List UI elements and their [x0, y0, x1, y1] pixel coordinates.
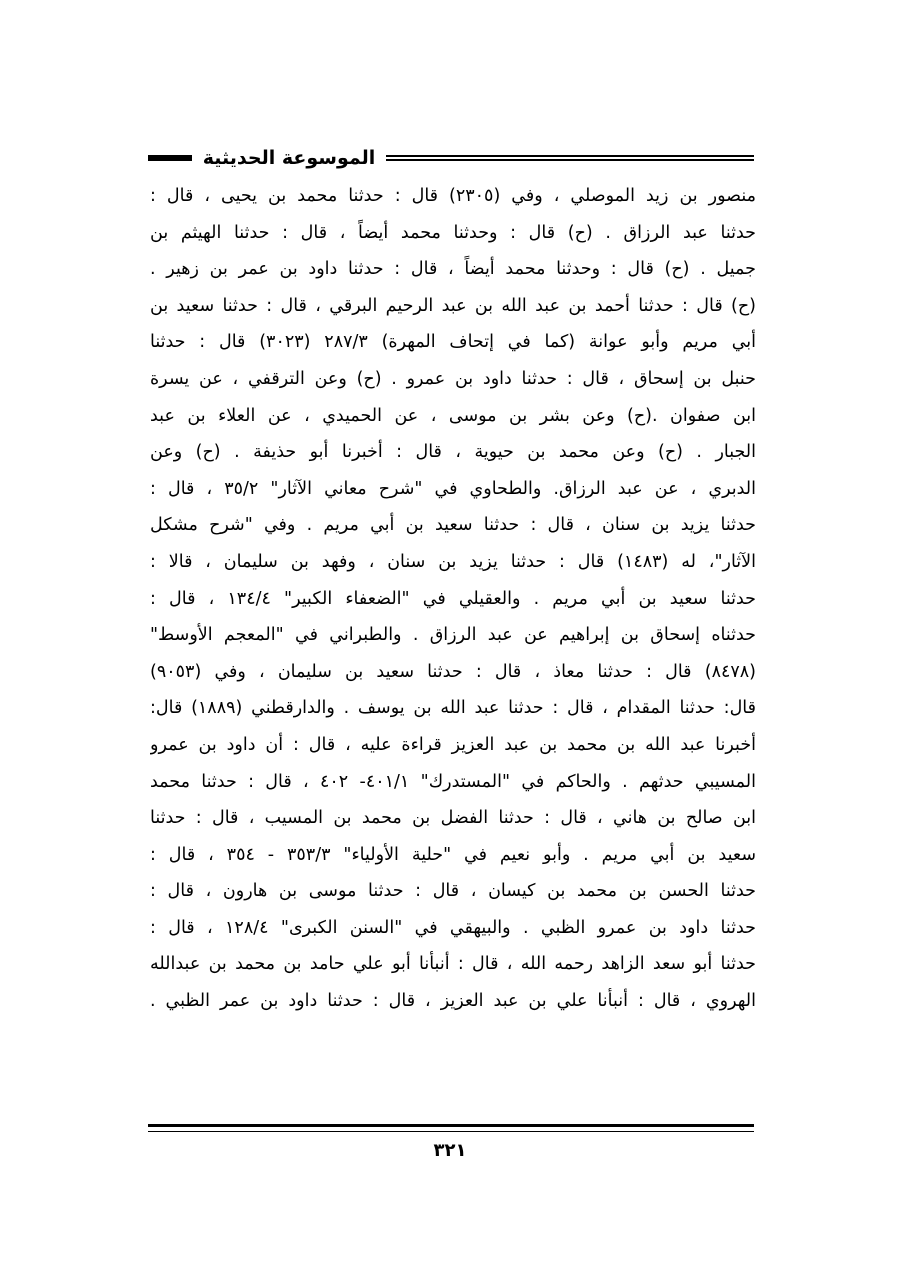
- text-line: أبي مريم وأبو عوانة (كما في إتحاف المهرة) ٢٨٧/٣ (٣٠٢٣) قال : حدثنا: [150, 332, 756, 353]
- page-title: الموسوعة الحديثية: [202, 147, 376, 169]
- text-line: ابن صفوان .(ح) وعن بشر بن موسى ، عن الحميدي ، عن العلاء بن عبد: [150, 405, 756, 426]
- text-line: الهروي ، قال : أنبأنا علي بن عبد العزيز ، قال : حدثنا داود بن عمر الظبي .: [150, 991, 756, 1012]
- text-line: حدثنا عبد الرزاق . (ح) قال : وحدثنا محمد أيضاً ، قال : حدثنا الهيثم بن: [150, 222, 756, 243]
- header-rule-left: [148, 155, 192, 161]
- text-line: حدثناه إسحاق بن إبراهيم عن عبد الرزاق . والطبراني في "المعجم الأوسط": [150, 625, 756, 646]
- text-line: (ح) قال : حدثنا أحمد بن عبد الله بن عبد الرحيم البرقي ، قال : حدثنا سعيد بن: [150, 295, 756, 316]
- text-line: قال: حدثنا المقدام ، قال : حدثنا عبد الله بن يوسف . والدارقطني (١٨٨٩) قال:: [150, 698, 756, 719]
- page-number: ٣٢١: [433, 1140, 467, 1161]
- text-line: حدثنا الحسن بن محمد بن كيسان ، قال : حدثنا موسى بن هارون ، قال :: [150, 881, 756, 902]
- text-line: أخبرنا عبد الله بن محمد بن عبد العزيز قراءة عليه ، قال : أن داود بن عمرو: [150, 734, 756, 755]
- text-line: حدثنا سعيد بن أبي مريم . والعقيلي في "الضعفاء الكبير" ١٣٤/٤ ، قال :: [150, 588, 756, 609]
- text-line: جميل . (ح) قال : وحدثنا محمد أيضاً ، قال : حدثنا داود بن عمر بن زهير .: [150, 259, 756, 280]
- text-line: حدثنا أبو سعد الزاهد رحمه الله ، قال : أنبأنا أبو علي حامد بن محمد بن عبدالله: [150, 954, 756, 975]
- header-rule-right: [386, 155, 754, 161]
- text-line: (٨٤٧٨) قال : حدثنا معاذ ، قال : حدثنا سعيد بن سليمان ، وفي (٩٠٥٣): [150, 661, 756, 682]
- text-line: حدثنا يزيد بن سنان ، قال : حدثنا سعيد بن أبي مريم . وفي "شرح مشكل: [150, 515, 756, 536]
- footer-rule: [148, 1124, 754, 1132]
- text-line: حنبل بن إسحاق ، قال : حدثنا داود بن عمرو . (ح) وعن الترقفي ، عن يسرة: [150, 368, 756, 389]
- page-header: [148, 140, 754, 176]
- text-line: ابن صالح بن هاني ، قال : حدثنا الفضل بن محمد بن المسيب ، قال : حدثنا: [150, 808, 756, 829]
- text-line: الدبري ، عن عبد الرزاق. والطحاوي في "شرح معاني الآثار" ٣٥/٢ ، قال :: [150, 478, 756, 499]
- text-line: سعيد بن أبي مريم . وأبو نعيم في "حلية الأولياء" ٣٥٣/٣ - ٣٥٤ ، قال :: [150, 844, 756, 865]
- text-line: منصور بن زيد الموصلي ، وفي (٢٣٠٥) قال : حدثنا محمد بن يحيى ، قال :: [150, 186, 756, 206]
- text-line: الجبار . (ح) وعن محمد بن حيوية ، قال : أخبرنا أبو حذيفة . (ح) وعن: [150, 442, 756, 463]
- text-line: الآثار"، له (١٤٨٣) قال : حدثنا يزيد بن سنان ، وفهد بن سليمان ، قالا :: [150, 551, 756, 572]
- body-text: [150, 178, 756, 1093]
- text-line: المسيبي حدثهم . والحاكم في "المستدرك" ٤٠١/١- ٤٠٢ ، قال : حدثنا محمد: [150, 771, 756, 792]
- text-line: حدثنا داود بن عمرو الظبي . والبيهقي في "السنن الكبرى" ١٢٨/٤ ، قال :: [150, 917, 756, 938]
